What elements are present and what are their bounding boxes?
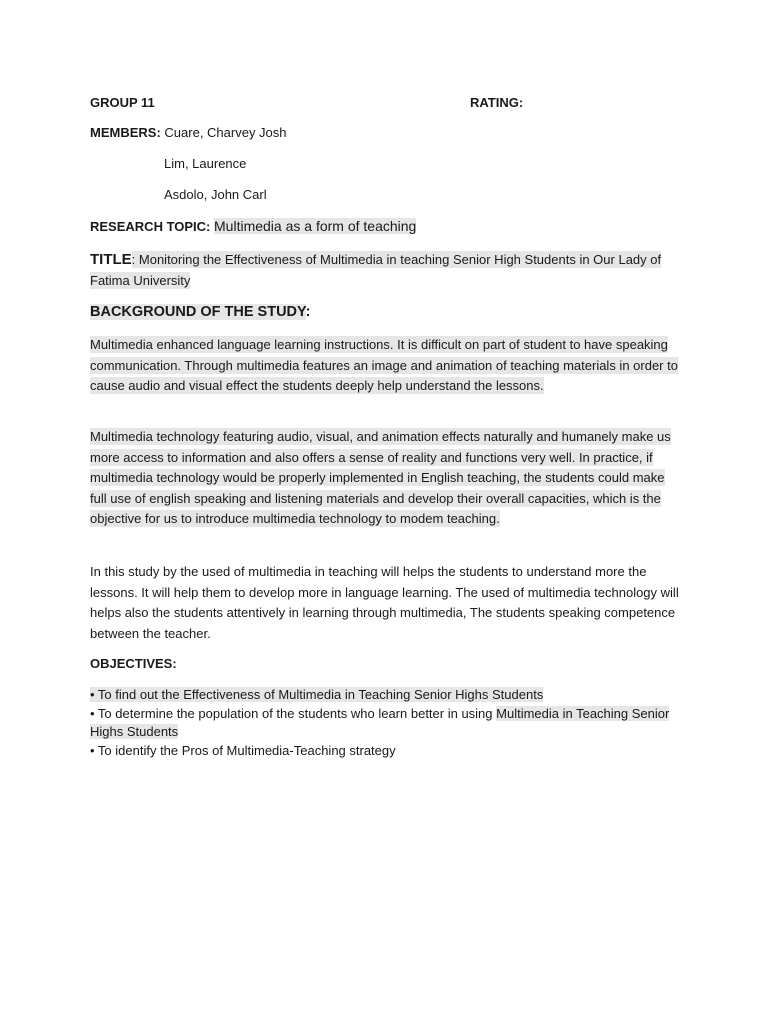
background-paragraph-1 [90,335,682,397]
rating-label: RATING: [470,95,524,110]
background-heading-line [90,304,310,320]
objective-item-3 [90,742,690,761]
title-value: : Monitoring the Effectiveness of Multimedia in teaching Senior High Students in Our Lady of Fatima University [90,252,662,288]
objectives-list [90,686,690,760]
background-paragraph-1-text: Multimedia enhanced language learning instructions. It is difficult on part of student to have speaking communication. Through multimedia features an image and animation of teaching materials in order to cause audio and visual effect the students deeply help understand the lessons. [90,337,678,394]
member-name-3: Asdolo, John Carl [164,187,267,202]
background-heading-colon: : [305,304,311,320]
background-paragraph-3-text: In this study by the used of multimedia in teaching will helps the students to understand more the lessons. It will help them to develop more in language learning. The used of multimedia technology will helps also the students attentively in learning through multimedia, The students speaking competence between the teacher. [90,564,679,641]
objective-item-1 [90,686,690,705]
members-line [90,125,287,140]
research-topic-line [90,218,416,234]
group-label: GROUP 11 [90,95,155,110]
member-name-1: Cuare, Charvey Josh [164,125,287,140]
research-topic-label: RESEARCH TOPIC: [90,219,211,234]
objectives-heading: OBJECTIVES: [90,656,177,671]
title-block [90,250,682,291]
objective-item-2-prefix: • To determine the population of the students who learn better in using [90,705,497,721]
members-label: MEMBERS: [90,125,161,140]
title-label: TITLE [90,251,132,268]
objective-item-2-highlight: Multimedia in Teaching Senior Highs Students [90,705,670,739]
background-paragraph-3 [90,562,682,644]
background-heading: BACKGROUND OF THE STUDY [90,304,306,320]
background-paragraph-2-text: Multimedia technology featuring audio, visual, and animation effects naturally and humanely make us more access to information and also offers a sense of reality and functions very well. In practice, if multimedia technology would be properly implemented in English teaching, the students could make full use of english speaking and listening materials and develop their overall capacities, which is the objective for us to introduce multimedia technology to modem teaching. [90,429,671,527]
research-topic-value: Multimedia as a form of teaching [214,218,417,234]
objective-item-3-text: • To identify the Pros of Multimedia-Teaching strategy [90,742,396,758]
background-paragraph-2 [90,427,682,530]
objective-item-1-text: • To find out the Effectiveness of Multimedia in Teaching Senior Highs Students [90,687,544,702]
member-name-2: Lim, Laurence [164,156,247,171]
objective-item-2 [90,705,690,742]
